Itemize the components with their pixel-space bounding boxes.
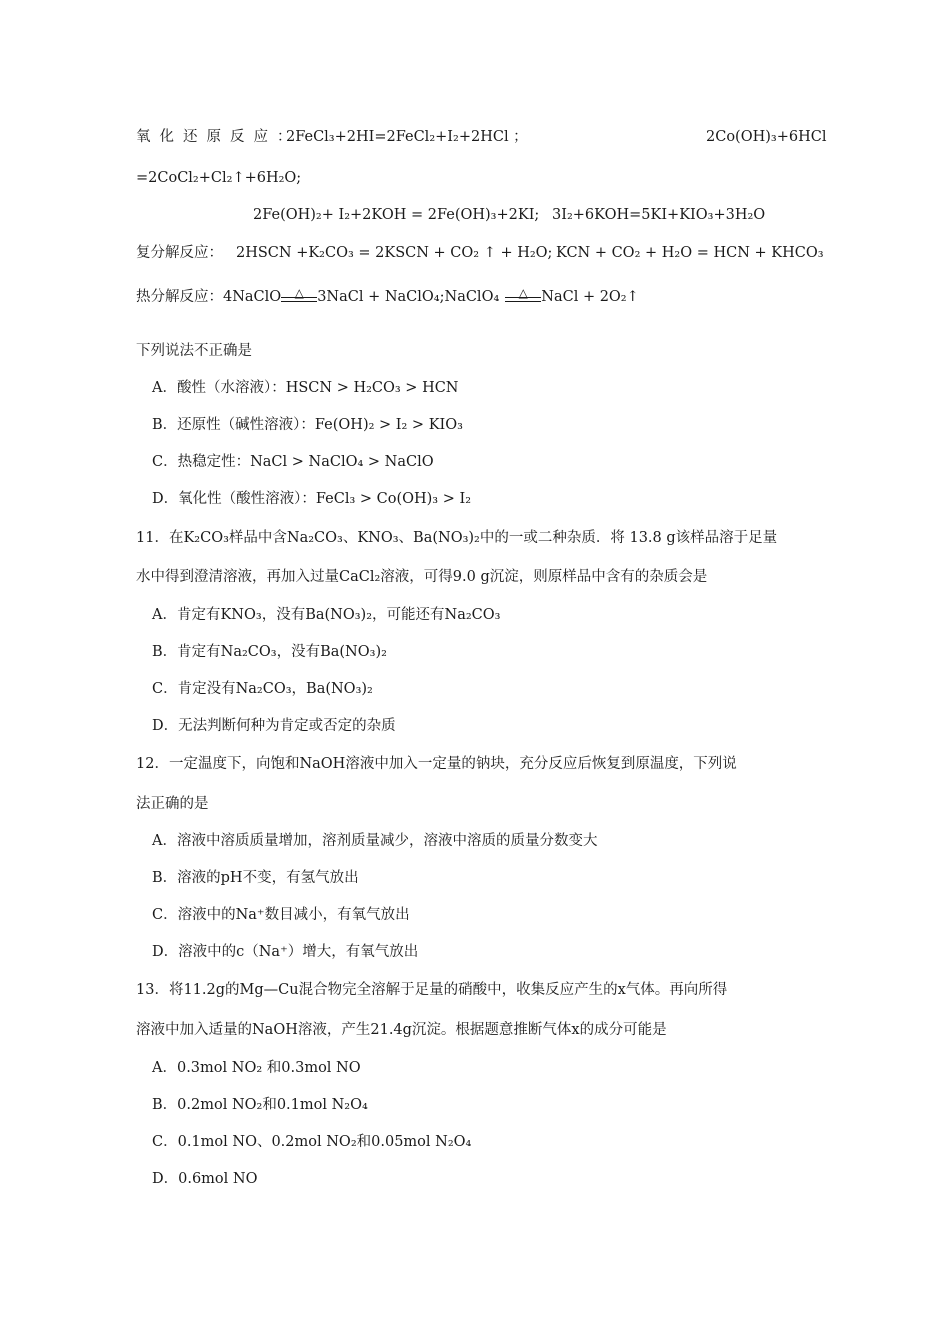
question-13-option-d: D．0.6mol NO	[152, 1171, 258, 1187]
question-12-stem-line-2: 法正确的是	[136, 796, 209, 812]
question-11-option-b: B．肯定有Na₂CO₃，没有Ba(NO₃)₂	[152, 644, 387, 660]
double-decomposition-equation-2: KCN + CO₂ + H₂O = HCN + KHCO₃	[556, 245, 824, 261]
question-13-option-a: A．0.3mol NO₂ 和0.3mol NO	[152, 1060, 361, 1076]
thermal-equation-2-left: NaClO₄	[444, 289, 500, 305]
question-13-stem-line-1: 13．将11.2g的Mg—Cu混合物完全溶解于足量的硝酸中，收集反应产生的x气体。再向所得	[136, 982, 728, 998]
question-10-option-d: D．氧化性（酸性溶液）：FeCl₃ > Co(OH)₃ > I₂	[152, 491, 472, 507]
question-11-stem-line-2: 水中得到澄清溶液，再加入过量CaCl₂溶液，可得9.0 g沉淀，则原样品中含有的杂质会是	[136, 569, 708, 585]
thermal-decomposition-line	[136, 287, 639, 307]
redox-equation-1: 2FeCl₃+2HI=2FeCl₂+I₂+2HCl ；	[286, 129, 528, 145]
question-12-stem-line-1: 12．一定温度下，向饱和NaOH溶液中加入一定量的钠块，充分反应后恢复到原温度，下列说	[136, 756, 737, 772]
redox-equation-2-end: =2CoCl₂+Cl₂↑+6H₂O;	[136, 170, 302, 186]
question-11-option-a: A．肯定有KNO₃，没有Ba(NO₃)₂，可能还有Na₂CO₃	[152, 607, 501, 623]
question-11-option-d: D．无法判断何种为肯定或否定的杂质	[152, 718, 396, 734]
question-10-option-a: A．酸性（水溶液）：HSCN > H₂CO₃ > HCN	[152, 380, 459, 396]
question-12-option-b: B．溶液的pH不变，有氢气放出	[152, 870, 359, 886]
redox-equation-2-start: 2Co(OH)₃+6HCl	[706, 129, 827, 145]
question-11-stem-line-1: 11．在K₂CO₃样品中含Na₂CO₃、KNO₃、Ba(NO₃)₂中的一或二种杂质．将 13.8 g该样品溶于足量	[136, 530, 778, 546]
question-10-stem: 下列说法不正确是	[136, 343, 252, 359]
question-12-option-c: C．溶液中的Na⁺数目减小，有氧气放出	[152, 907, 410, 923]
question-13-option-c: C．0.1mol NO、0.2mol NO₂和0.05mol N₂O₄	[152, 1134, 472, 1150]
delta-icon: △	[518, 286, 528, 300]
thermal-equation-1-left: 4NaClO	[223, 289, 282, 305]
redox-label: 氧化还原反应：	[136, 129, 301, 145]
redox-equation-4: 3I₂+6KOH=5KI+KIO₃+3H₂O	[552, 207, 766, 223]
question-12-option-d: D．溶液中的c（Na⁺）增大，有氧气放出	[152, 944, 419, 960]
thermal-decomposition-label: 热分解反应：	[136, 289, 223, 305]
question-13-option-b: B．0.2mol NO₂和0.1mol N₂O₄	[152, 1097, 368, 1113]
thermal-equation-1-right: 3NaCl + NaClO₄;	[317, 289, 445, 305]
thermal-equation-2-right: NaCl + 2O₂↑	[541, 289, 639, 305]
delta-icon: △	[294, 286, 304, 300]
question-10-option-b: B．还原性（碱性溶液）：Fe(OH)₂ > I₂ > KIO₃	[152, 417, 463, 433]
double-decomposition-label: 复分解反应：	[136, 245, 223, 261]
heat-condition-mark	[281, 286, 317, 303]
double-decomposition-equation-1: 2HSCN +K₂CO₃ = 2KSCN + CO₂ ↑ + H₂O;	[236, 245, 553, 261]
question-13-stem-line-2: 溶液中加入适量的NaOH溶液，产生21.4g沉淀。根据题意推断气体x的成分可能是	[136, 1022, 667, 1038]
heat-condition-mark-2	[505, 286, 541, 303]
redox-equation-3: 2Fe(OH)₂+ I₂+2KOH = 2Fe(OH)₃+2KI;	[253, 207, 540, 223]
question-10-option-c: C．热稳定性：NaCl > NaClO₄ > NaClO	[152, 454, 434, 470]
question-11-option-c: C．肯定没有Na₂CO₃，Ba(NO₃)₂	[152, 681, 373, 697]
question-12-option-a: A．溶液中溶质质量增加，溶剂质量减少，溶液中溶质的质量分数变大	[152, 833, 598, 849]
